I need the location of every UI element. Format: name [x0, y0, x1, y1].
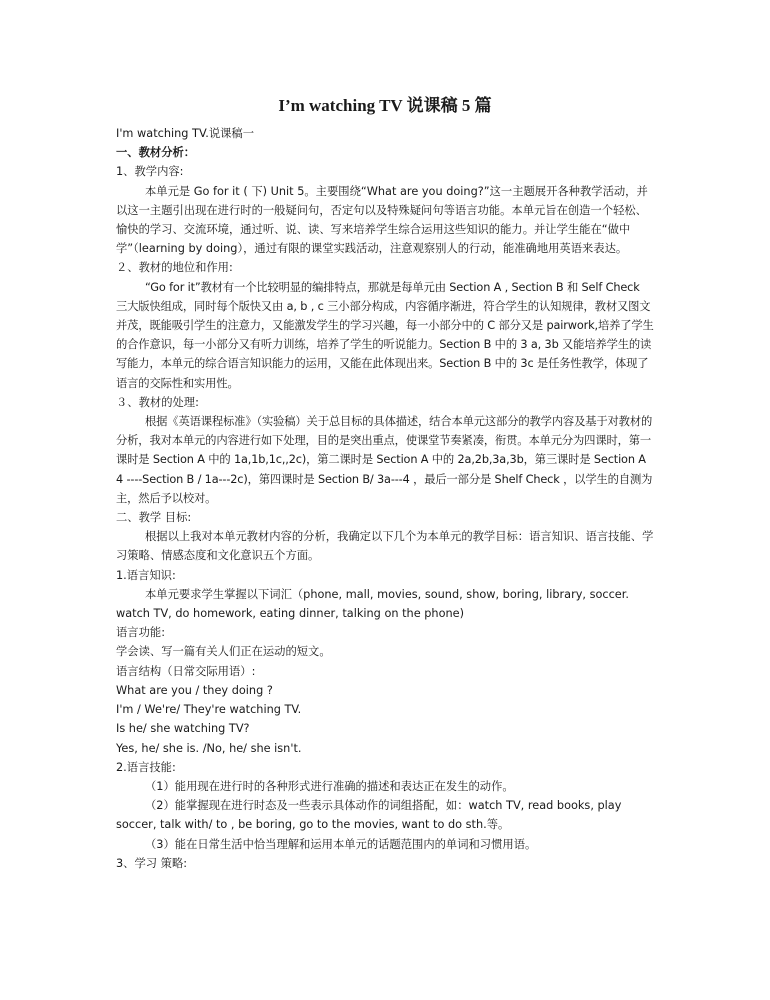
subheading-learning-strategy: 3、学习 策略: [116, 856, 188, 870]
paragraph-material-role: “Go for it”教材有一个比较明显的编排特点，那就是每单元由 Section A , Section B 和 Self Check 三大版快组成，同时每个版快又由 a, b , c 三小部分构成，内容循序渐进，符合学生的认知规律，教材又图文并茂，既能吸引学生的注意力，又能激发学生的学习兴趣，每一小部分中的 C 部分又是 pairwork,培养了学生的合作意识，每一小部分又有听力训练，培养了学生的听说能力。Section B 中的 3 a, 3b 又能培养学生的读写能力，本单元的综合语言知识能力的运用，又能在此体现出来。Section B 中的 3c 是任务性教学，体现了语言的交际性和实用性。 [116, 280, 654, 390]
section-heading-material-analysis: 一、教材分析： [116, 146, 196, 160]
subheading-material-handling: ３、教材的处理: [116, 395, 199, 409]
paragraph-teaching-goals: 根据以上我对本单元教材内容的分析，我确定以下几个为本单元的教学目标：语言知识、语言技能、学习策略、情感态度和文化意识五个方面。 [116, 530, 654, 563]
subheading-language-knowledge: 1.语言知识: [116, 568, 176, 582]
document-title: I’m watching TV 说课稿 5 篇 [278, 96, 492, 115]
section-heading-teaching-goals: 二、教学 目标: [116, 511, 192, 525]
lesson-heading: I'm watching TV.说课稿一 [116, 127, 255, 140]
paragraph-teaching-content: 本单元是 Go for it ( 下) Unit 5。主要围绕“What are you doing?”这一主题展开各种教学活动，并以这一主题引出现在进行时的一般疑问句，否定句以及特殊疑问句等语言功能。本单元旨在创造一个轻松、愉快的学习、交流环境，通过听、说、读、写来培养学生综合运用这些知识的能力。并让学生能在“做中学”（learning by doing），通过有限的课堂实践活动，注意观察别人的行动，能准确地用英语来表达。 [116, 184, 648, 256]
skill-item-2: （2）能掌握现在进行时态及一些表示具体动作的词组搭配，如：watch TV, read books, play soccer, talk with/ to , be boring, go to the movies, want to do sth.等。 [116, 799, 622, 832]
subheading-language-function: 语言功能: [116, 626, 165, 640]
subheading-language-structure: 语言结构（日常交际用语）: [116, 664, 256, 678]
structure-line-4: Yes, he/ she is. /No, he/ she isn't. [116, 741, 302, 755]
skill-item-3: （3）能在日常生活中恰当理解和运用本单元的话题范围内的单词和习惯用语。 [145, 837, 537, 851]
subheading-teaching-content: 1、教学内容: [116, 165, 184, 179]
paragraph-language-function: 学会读、写一篇有关人们正在运动的短文。 [116, 645, 331, 659]
paragraph-material-handling: 根据《英语课程标准》（实验稿）关于总目标的具体描述，结合本单元这部分的教学内容及基于对教材的分析，我对本单元的内容进行如下处理，目的是突出重点，使课堂节奏紧凑，衔贯。本单元分为四课时，第一课时是 Section A 中的 1a,1b,1c,,2c)，第二课时是 Section A 中的 2a,2b,3a,3b，第三课时是 Section A 4 ----Section B / 1a---2c)，第四课时是 Section B/ 3a---4 ，最后一部分是 Shelf Check ，以学生的自测为主，然后予以校对。 [116, 415, 653, 505]
structure-line-3: Is he/ she watching TV? [116, 722, 250, 736]
skill-item-1: （1）能用现在进行时的各种形式进行准确的描述和表达正在发生的动作。 [145, 779, 514, 793]
subheading-language-skills: 2.语言技能: [116, 760, 176, 774]
subheading-material-role: ２、教材的地位和作用: [116, 261, 233, 275]
paragraph-vocabulary: 本单元要求学生掌握以下词汇（phone, mall, movies, sound, show, boring, library, soccer. watch TV, do homework, eating dinner, talking on the phone) [116, 587, 629, 621]
structure-line-2: I'm / We're/ They're watching TV. [116, 703, 302, 717]
document-body [116, 124, 654, 873]
structure-line-1: What are you / they doing ? [116, 683, 273, 697]
